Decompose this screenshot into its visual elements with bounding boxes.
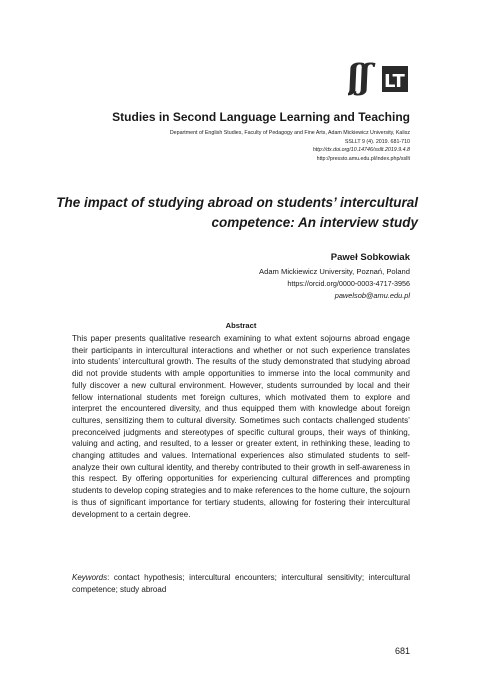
svg-text:LT: LT [384, 71, 405, 92]
journal-department: Department of English Studies, Faculty of Pedagogy and Fine Arts, Adam Mickiewicz University, Kalisz [169, 130, 410, 136]
journal-issue: SSLLT 9 (4). 2019. 681-710 [344, 138, 410, 145]
journal-meta [170, 129, 410, 163]
journal-title: Studies in Second Language Learning and Teaching [112, 110, 410, 124]
sslt-logo-icon [348, 58, 410, 96]
doi-link[interactable]: http://dx.doi.org/10.14746/ssllt.2019.9.4.8 [312, 147, 410, 153]
keywords-label: Keywords [72, 573, 108, 582]
author-name: Paweł Sobkowiak [330, 252, 410, 263]
svg-text:ʃʃ: ʃʃ [348, 58, 371, 96]
keywords-text: : contact hypothesis; intercultural encounters; intercultural sensitivity; intercultural competence; study abroad [72, 573, 410, 594]
author-block [259, 252, 410, 302]
abstract-text: This paper presents qualitative research examining to what extent sojourns abroad engage their participants in intercultural interactions and whether or not such experience translates into students’ intercultural growth. The results of the study demonstrated that studying abroad did not provide students with ample opportunities to immerse into the local community and fully discover a new cultural environment. However, students surrounded by local and their fellow international students met foreign cultures, which motivated them to explore and interpret the encountered diversity, and thus equipped them with knowledge about foreign cultures, sensitizing them to cultural diversity. Sometimes such contacts challenged students’ preconceived judgments and stereotypes of specific cultural groups, their ways of thinking, valuing and acting, and resulted, to a lesser or greater extent, in rethinking these, leading to changing attitudes and values. International experiences also stimulated students to self-analyze their own cultural identity, and thereby contributed to their growth in self-awareness in this respect. By offering opportunities for experiencing cultural differences and prompting students to develop coping strategies and to make references to the home culture, the sojourn is thus of significant importance for tertiary students, allowing for fostering their intercultural development to a certain degree. [72, 334, 410, 519]
author-email-link[interactable]: pawelsob@amu.edu.pl [334, 291, 410, 300]
abstract-heading: Abstract [225, 321, 257, 330]
paper-title: The impact of studying abroad on students’ intercultural competence: An interview study [56, 195, 418, 230]
author-orcid-link[interactable]: https://orcid.org/0000-0003-4717-3956 [287, 279, 410, 288]
author-affiliation: Adam Mickiewicz University, Poznań, Poland [259, 267, 410, 276]
keywords [72, 572, 410, 595]
page-number: 681 [394, 646, 410, 656]
journal-url-link[interactable]: http://pressto.amu.edu.pl/index.php/ssllt [316, 155, 410, 162]
